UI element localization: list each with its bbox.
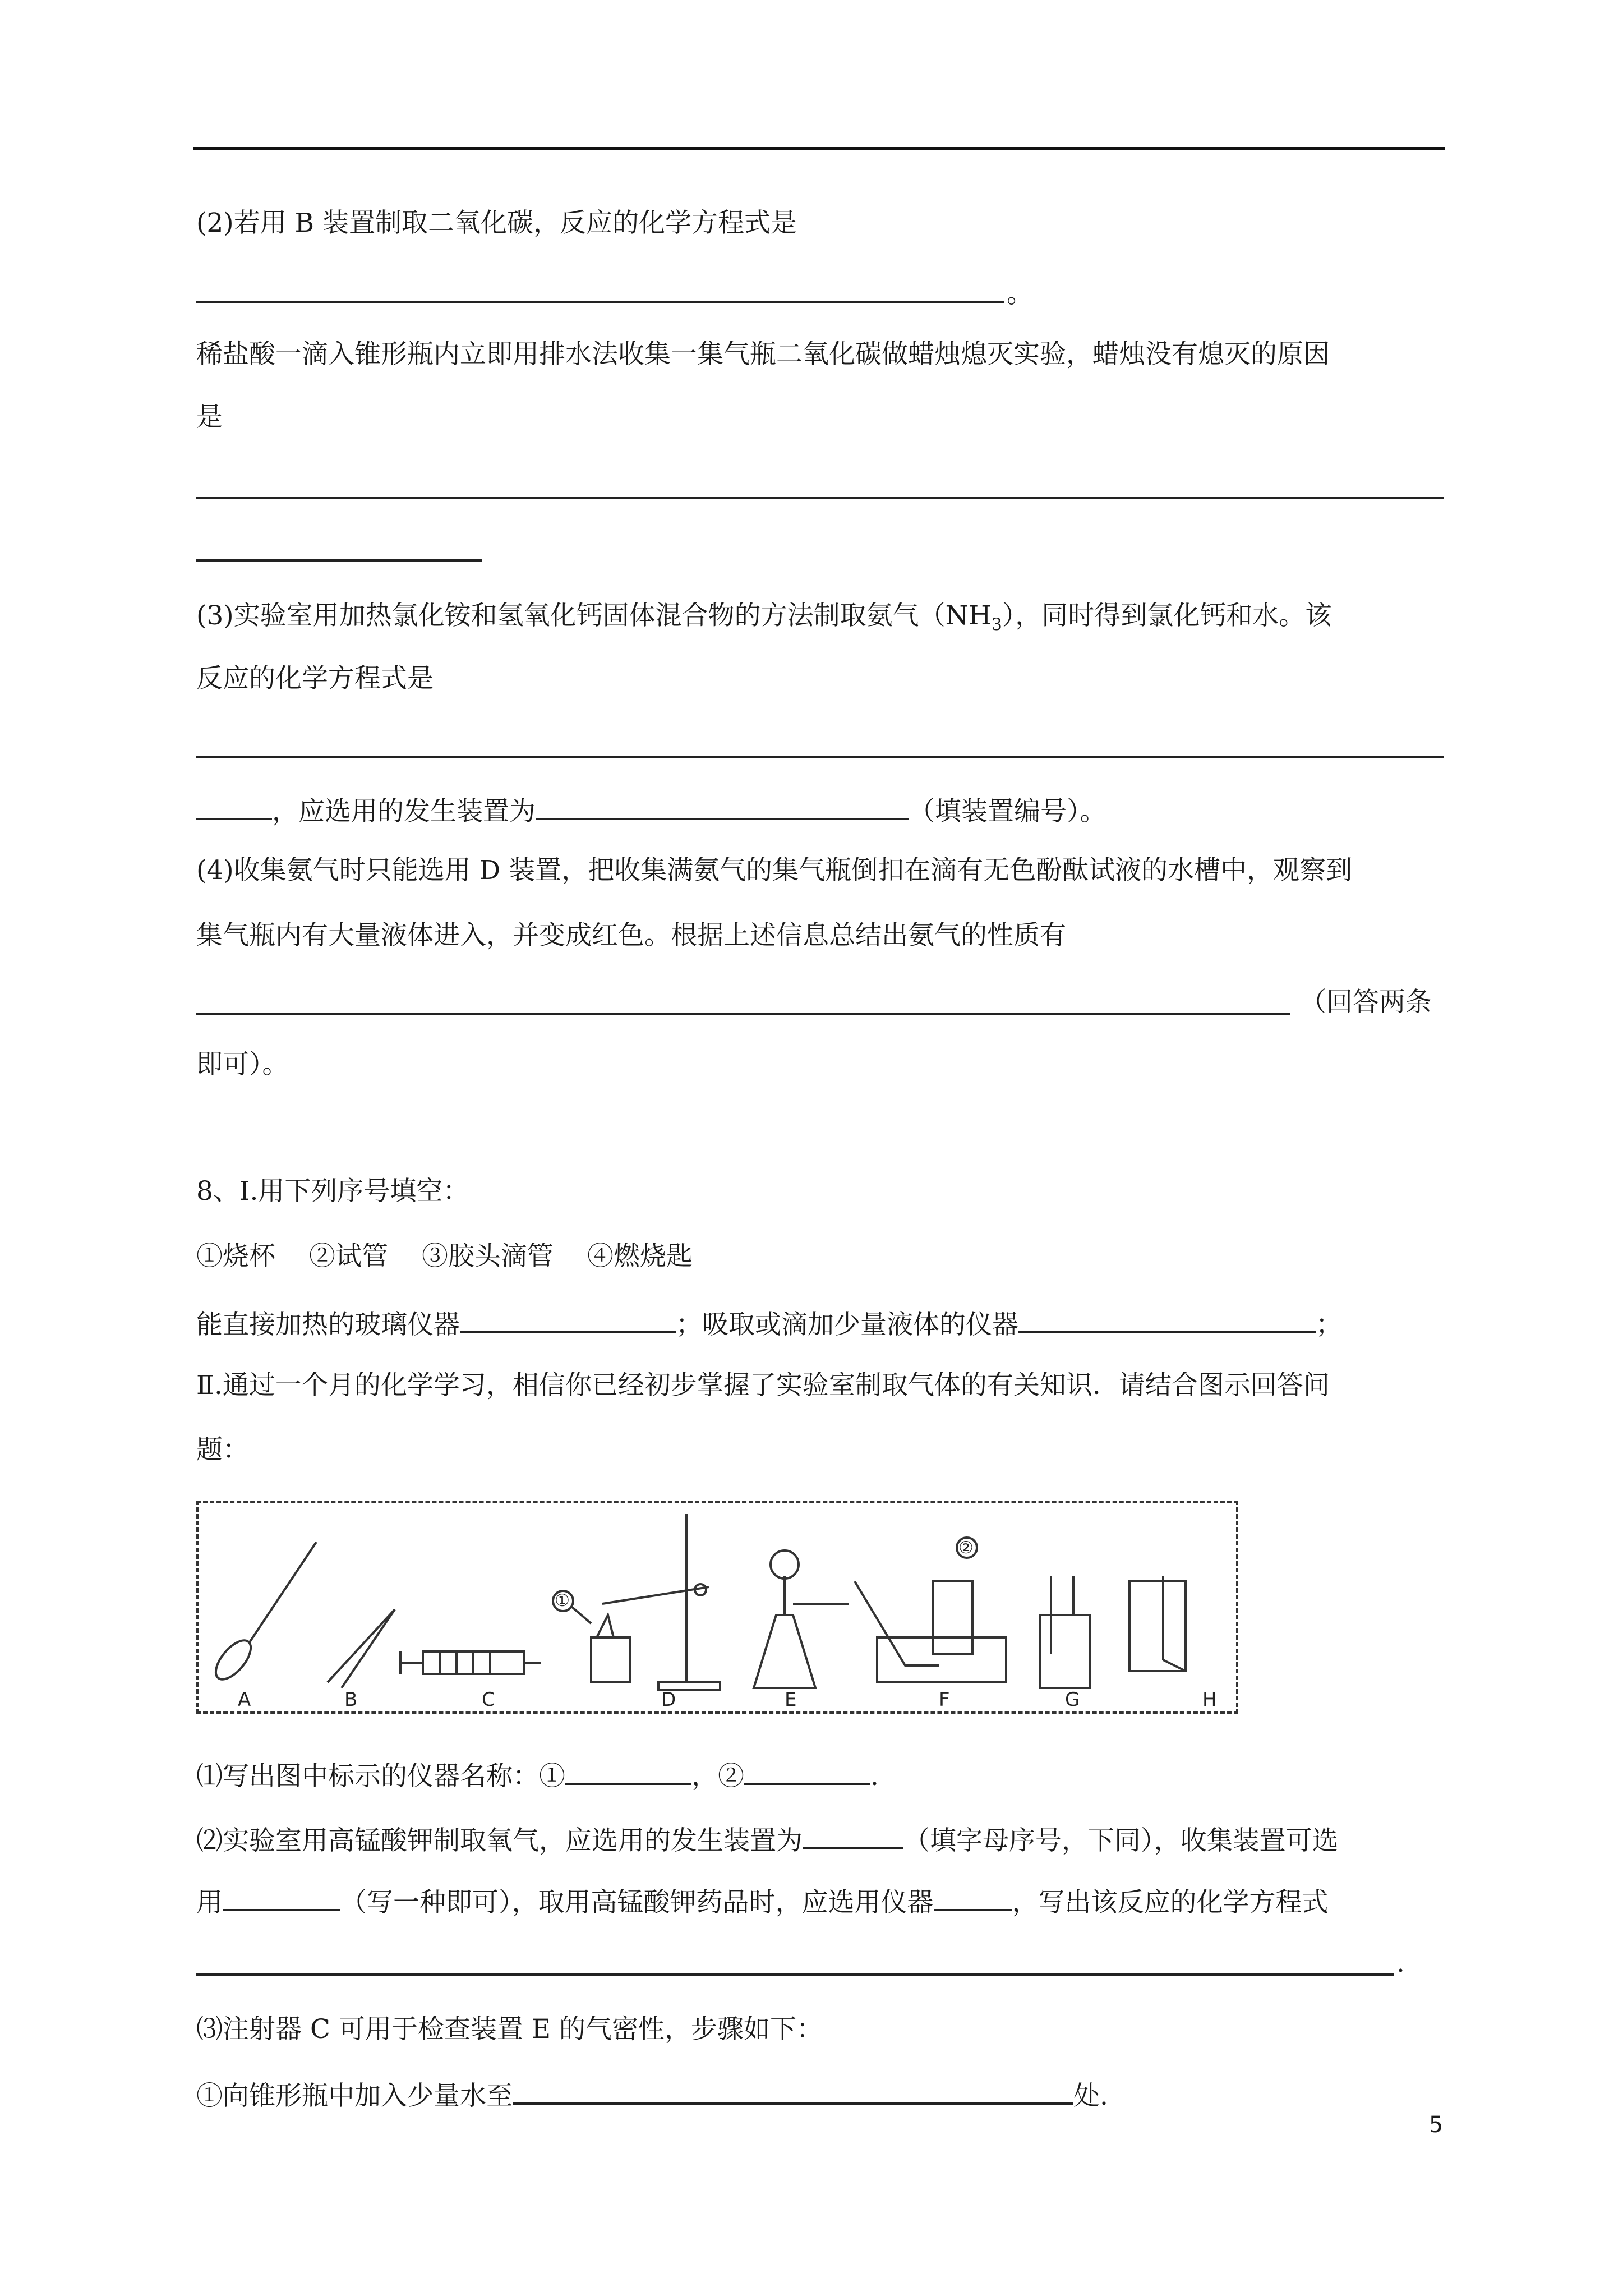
q7-part3-fill: ，应选用的发生装置为 （填装置编号）。: [196, 791, 1106, 829]
q8-option: ②试管: [309, 1241, 388, 1272]
tweezers-icon: [328, 1609, 395, 1688]
marker-1: ①: [555, 1591, 570, 1611]
q7-equation-blank-2[interactable]: [196, 791, 272, 820]
q8-collector-blank[interactable]: [223, 1882, 340, 1911]
header-rule: [193, 147, 1445, 150]
q7-part4-hint-cont: 即可）。: [196, 1049, 289, 1080]
q8-fill-line: 能直接加热的玻璃仪器 ；吸取或滴加少量液体的仪器 ；: [196, 1304, 1342, 1342]
q8-equation-end: .: [1396, 1948, 1405, 1978]
q7-equation-blank-1[interactable]: [196, 756, 1444, 758]
q7-part3-text-cont: 反应的化学方程式是: [196, 663, 434, 694]
figure-label: B: [344, 1688, 358, 1711]
q7-part2-text-cont: 是: [196, 402, 223, 432]
heating-apparatus-icon: [553, 1514, 720, 1690]
q7-part2-text: 稀盐酸一滴入锥形瓶内立即用排水法收集一集气瓶二氧化碳做蜡烛熄灭实验，蜡烛没有熄灭的原因: [196, 339, 1330, 370]
gas-bottle-icon: [1040, 1576, 1090, 1688]
q7-part2-prompt: (2)若用 B 装置制取二氧化碳，反应的化学方程式是: [196, 208, 797, 238]
q8-title: 8、Ⅰ.用下列序号填空：: [196, 1176, 469, 1207]
apparatus-drawing: [199, 1503, 1236, 1711]
q8-sub2-cont: 用 （写一种即可），取用高锰酸钾药品时，应选用仪器 ，写出该反应的化学方程式: [196, 1882, 1329, 1920]
q8-sub2: ⑵实验室用高锰酸钾制取氧气，应选用的发生装置为 （填字母序号，下同），收集装置可选: [196, 1820, 1339, 1858]
q8-instrument1-blank[interactable]: [565, 1756, 691, 1785]
conical-flask-icon: [754, 1550, 849, 1688]
q7-part3-text: (3)实验室用加热氯化铵和氢氧化钙固体混合物的方法制取氨气$(NH_3)$，同时得到氯化钙和水。该: [196, 600, 1332, 635]
figure-label: D: [661, 1688, 676, 1711]
figure-label: H: [1202, 1688, 1217, 1711]
reagent-bottle-icon: [1129, 1576, 1186, 1671]
q8-equation-blank[interactable]: [196, 1973, 1394, 1976]
syringe-icon: [400, 1651, 541, 1674]
q8-sub3: ⑶注射器 C 可用于检查装置 E 的气密性，步骤如下：: [196, 2014, 823, 2045]
q8-heating-glass-blank[interactable]: [460, 1304, 676, 1333]
q8-options: [196, 1240, 693, 1273]
q8-generator-blank[interactable]: [803, 1820, 903, 1849]
figure-label: G: [1065, 1688, 1080, 1711]
q7-part2-period: 。: [1007, 278, 1033, 309]
q8-option: ③胶头滴管: [422, 1241, 554, 1272]
figure-label: F: [939, 1688, 950, 1711]
q7-properties-blank[interactable]: [196, 1013, 1290, 1015]
marker-2: ②: [958, 1538, 974, 1558]
q7-part2-answer-blank[interactable]: [196, 301, 1004, 303]
q8-instrument2-blank[interactable]: [744, 1756, 870, 1785]
medicine-spoon-icon: [210, 1542, 316, 1685]
q8-water-level-blank[interactable]: [513, 2076, 1073, 2105]
figure-label: E: [785, 1688, 797, 1711]
q7-generator-blank[interactable]: [536, 791, 909, 820]
q8-sub3-step1: ①向锥形瓶中加入少量水至 处.: [196, 2076, 1108, 2113]
q8-option: ④燃烧匙: [587, 1241, 693, 1272]
q7-part4-text-cont: 集气瓶内有大量液体进入，并变成红色。根据上述信息总结出氨气的性质有: [196, 920, 1066, 951]
figure-label: C: [482, 1688, 495, 1711]
figure-label: A: [238, 1688, 251, 1711]
q8-option: ①烧杯: [196, 1241, 275, 1272]
q8-part2-text-cont: 题：: [196, 1434, 249, 1465]
q8-sub1: ⑴写出图中标示的仪器名称：① ，② .: [196, 1756, 879, 1793]
water-trough-icon: [855, 1538, 1006, 1682]
q7-part4-text: (4)收集氨气时只能选用 D 装置，把收集满氨气的集气瓶倒扣在滴有无色酚酞试液的水槽中，观察到: [196, 855, 1353, 886]
q8-dropper-blank[interactable]: [1018, 1304, 1316, 1333]
q8-part2-text: Ⅱ.通过一个月的化学学习，相信你已经初步掌握了实验室制取气体的有关知识．请结合图示回答问: [196, 1370, 1330, 1401]
apparatus-figure: [196, 1501, 1238, 1714]
page-number: 5: [1429, 2112, 1444, 2138]
q8-instrument-blank[interactable]: [934, 1882, 1012, 1911]
q7-reason-blank-2[interactable]: [196, 559, 482, 562]
q7-reason-blank-1[interactable]: [196, 497, 1444, 499]
q7-part4-hint: （回答两条: [1300, 987, 1432, 1018]
